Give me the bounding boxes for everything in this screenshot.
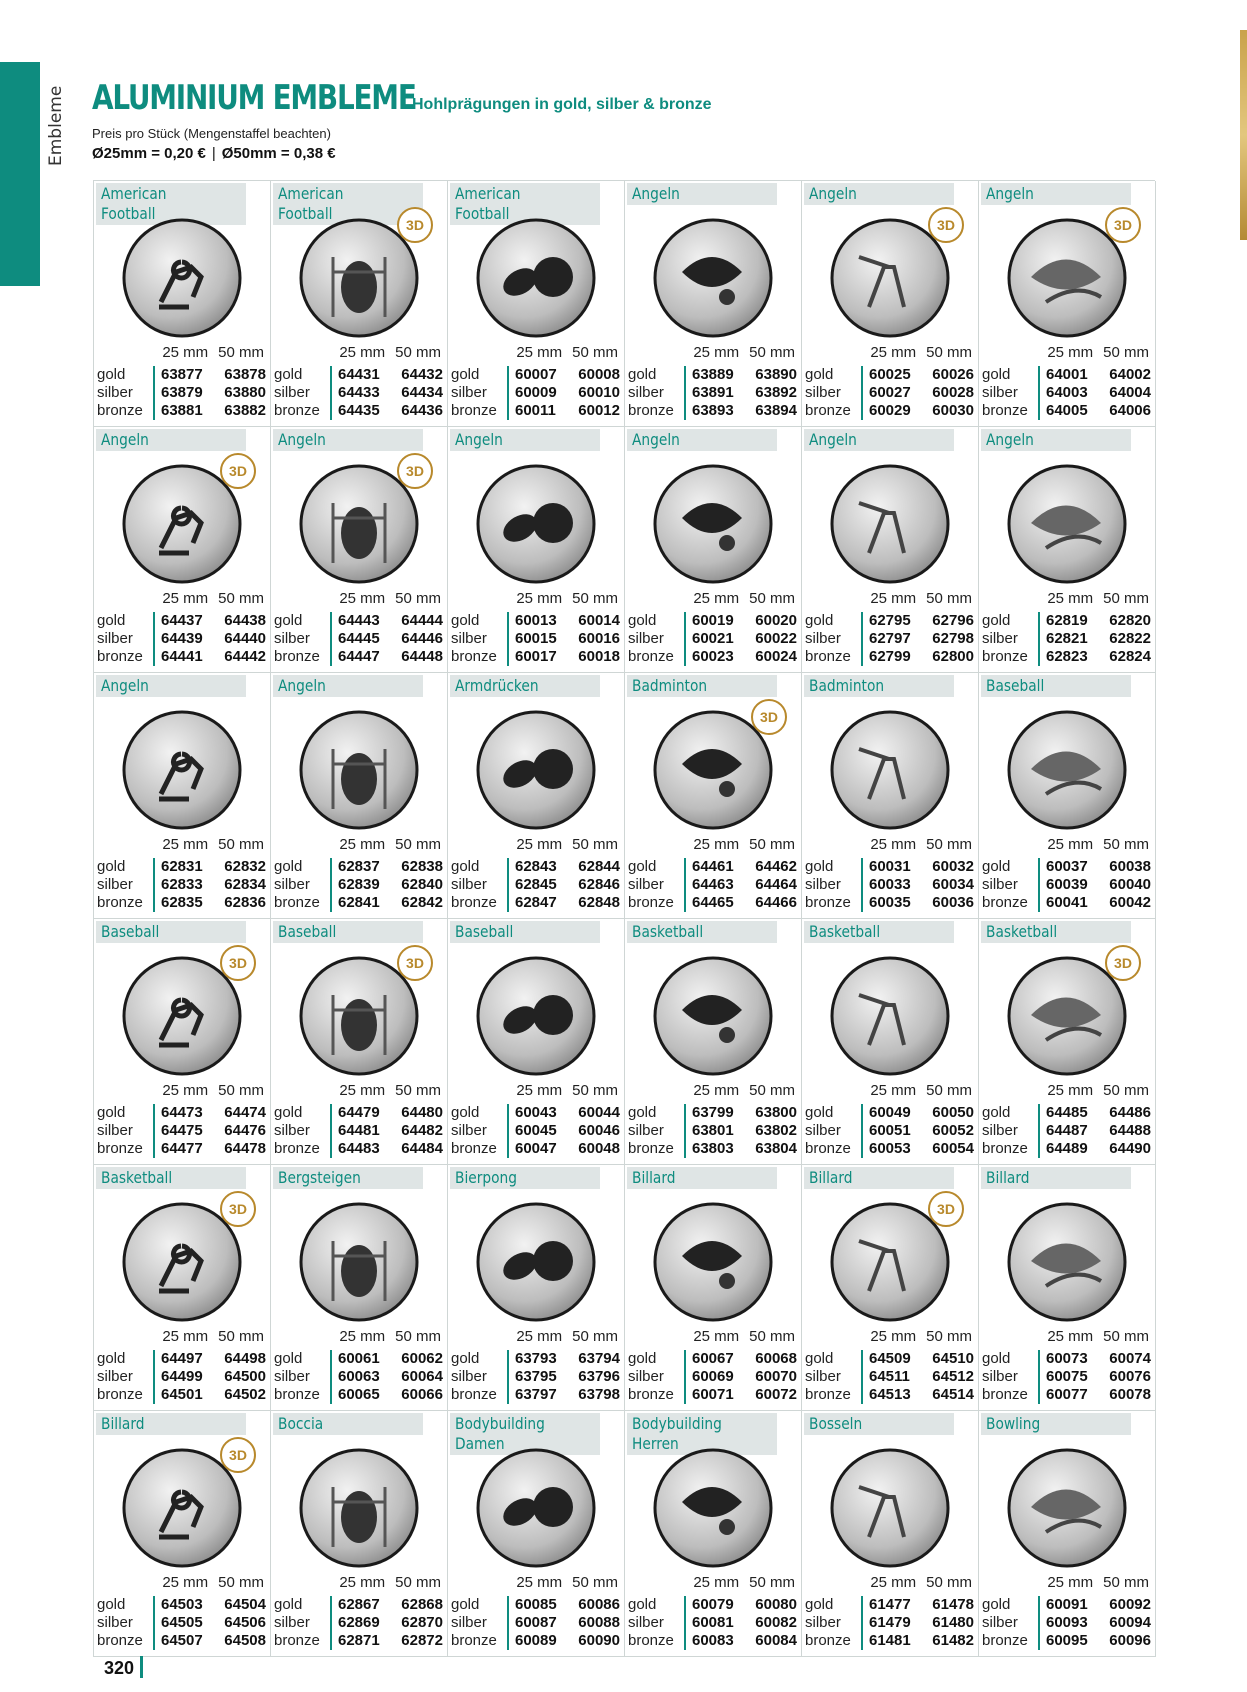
emblem-card: [94, 181, 271, 427]
emblem-card: [448, 427, 625, 673]
article-codes: [982, 366, 1151, 420]
article-numbers: 64497 64498 64499 64500 64501 64502: [153, 1350, 266, 1404]
badge-3d: 3D: [1105, 945, 1141, 981]
emblem-image: [829, 463, 951, 585]
metal-labels: gold silber bronze: [982, 1350, 1028, 1403]
emblem-image: [121, 217, 243, 339]
article-codes: [451, 858, 620, 912]
page-edge-decoration: [1240, 30, 1247, 240]
category-label: Bierpong: [450, 1167, 600, 1189]
size-header: 25 mm 50 mm: [693, 590, 795, 607]
article-codes: [97, 1596, 266, 1650]
page-footer: [104, 1656, 143, 1679]
article-codes: [274, 612, 443, 666]
size-header: 25 mm 50 mm: [870, 590, 972, 607]
emblem-image: [652, 1447, 774, 1569]
article-numbers: 64443 64444 64445 64446 64447 64448: [330, 612, 443, 666]
article-codes: [805, 1596, 974, 1650]
article-codes: [97, 1350, 266, 1404]
article-codes: [628, 366, 797, 420]
emblem-card: [625, 919, 802, 1165]
article-codes: [451, 1596, 620, 1650]
emblem-card: [94, 427, 271, 673]
category-label: Bowling: [981, 1413, 1131, 1435]
metal-labels: gold silber bronze: [274, 1350, 320, 1403]
metal-labels: gold silber bronze: [451, 1350, 497, 1403]
emblem-card: [802, 673, 979, 919]
emblem-card: [625, 427, 802, 673]
metal-labels: gold silber bronze: [97, 1104, 143, 1157]
article-numbers: 63799 63800 63801 63802 63803 63804: [684, 1104, 797, 1158]
size-header: 25 mm 50 mm: [1047, 344, 1149, 361]
article-numbers: 61477 61478 61479 61480 61481 61482: [861, 1596, 974, 1650]
article-numbers: 60031 60032 60033 60034 60035 60036: [861, 858, 974, 912]
metal-labels: gold silber bronze: [628, 612, 674, 665]
emblem-card: [802, 181, 979, 427]
category-label: Baseball: [981, 675, 1131, 697]
size-header: 25 mm 50 mm: [162, 1082, 264, 1099]
article-numbers: 64431 64432 64433 64434 64435 64436: [330, 366, 443, 420]
price-line: [92, 145, 712, 162]
badge-3d: 3D: [1105, 207, 1141, 243]
emblem-image: [652, 1201, 774, 1323]
emblem-card: [625, 1411, 802, 1657]
article-numbers: 60067 60068 60069 60070 60071 60072: [684, 1350, 797, 1404]
metal-labels: gold silber bronze: [982, 1596, 1028, 1649]
price-50mm: Ø50mm = 0,38 €: [221, 145, 336, 162]
metal-labels: gold silber bronze: [274, 858, 320, 911]
article-codes: [805, 1104, 974, 1158]
category-label: Angeln: [981, 183, 1131, 205]
category-label: Basketball: [96, 1167, 246, 1189]
article-codes: [451, 1350, 620, 1404]
article-codes: [274, 1104, 443, 1158]
article-numbers: 60025 60026 60027 60028 60029 60030: [861, 366, 974, 420]
size-header: 25 mm 50 mm: [870, 1328, 972, 1345]
emblem-card: [625, 181, 802, 427]
category-label: Badminton: [627, 675, 777, 697]
category-label: Angeln: [96, 429, 246, 451]
size-header: 25 mm 50 mm: [1047, 1574, 1149, 1591]
category-label: Angeln: [450, 429, 600, 451]
category-label: Billard: [96, 1413, 246, 1435]
metal-labels: gold silber bronze: [451, 366, 497, 419]
article-numbers: 64485 64486 64487 64488 64489 64490: [1038, 1104, 1151, 1158]
emblem-card: [979, 427, 1156, 673]
size-header: 25 mm 50 mm: [870, 1574, 972, 1591]
metal-labels: gold silber bronze: [451, 858, 497, 911]
page-header: [92, 78, 712, 162]
category-label: Angeln: [627, 429, 777, 451]
category-label: Basketball: [981, 921, 1131, 943]
emblem-card: [979, 1411, 1156, 1657]
emblem-image: [1006, 1201, 1128, 1323]
emblem-card: [271, 1411, 448, 1657]
size-header: 25 mm 50 mm: [693, 344, 795, 361]
article-numbers: 64461 64462 64463 64464 64465 64466: [684, 858, 797, 912]
size-header: 25 mm 50 mm: [339, 836, 441, 853]
size-header: 25 mm 50 mm: [339, 1574, 441, 1591]
emblem-card: [979, 673, 1156, 919]
article-codes: [274, 858, 443, 912]
metal-labels: gold silber bronze: [628, 366, 674, 419]
size-header: 25 mm 50 mm: [516, 1082, 618, 1099]
badge-3d: 3D: [397, 453, 433, 489]
article-numbers: 60061 60062 60063 60064 60065 60066: [330, 1350, 443, 1404]
category-label: Billard: [804, 1167, 954, 1189]
emblem-card: [625, 1165, 802, 1411]
emblem-card: [94, 1165, 271, 1411]
footer-bar: [140, 1656, 143, 1678]
category-label: Angeln: [273, 675, 423, 697]
price-25mm: Ø25mm = 0,20 €: [92, 145, 206, 162]
metal-labels: gold silber bronze: [274, 1596, 320, 1649]
emblem-card: [448, 1165, 625, 1411]
metal-labels: gold silber bronze: [97, 1596, 143, 1649]
emblem-image: [298, 709, 420, 831]
article-codes: [805, 858, 974, 912]
size-header: 25 mm 50 mm: [516, 344, 618, 361]
category-label: Angeln: [273, 429, 423, 451]
article-numbers: 64509 64510 64511 64512 64513 64514: [861, 1350, 974, 1404]
category-label: Badminton: [804, 675, 954, 697]
emblem-image: [1006, 463, 1128, 585]
article-codes: [97, 858, 266, 912]
category-label: Angeln: [804, 183, 954, 205]
badge-3d: 3D: [397, 207, 433, 243]
emblem-image: [475, 217, 597, 339]
article-numbers: 60091 60092 60093 60094 60095 60096: [1038, 1596, 1151, 1650]
size-header: 25 mm 50 mm: [162, 836, 264, 853]
article-codes: [274, 1596, 443, 1650]
metal-labels: gold silber bronze: [805, 858, 851, 911]
category-label: Angeln: [804, 429, 954, 451]
emblem-card: [271, 427, 448, 673]
article-numbers: 60079 60080 60081 60082 60083 60084: [684, 1596, 797, 1650]
metal-labels: gold silber bronze: [982, 858, 1028, 911]
article-numbers: 63793 63794 63795 63796 63797 63798: [507, 1350, 620, 1404]
article-codes: [274, 366, 443, 420]
price-info: Preis pro Stück (Mengenstaffel beachten): [92, 126, 331, 141]
emblem-image: [1006, 709, 1128, 831]
article-numbers: 64437 64438 64439 64440 64441 64442: [153, 612, 266, 666]
article-codes: [451, 612, 620, 666]
size-header: 25 mm 50 mm: [162, 590, 264, 607]
metal-labels: gold silber bronze: [982, 1104, 1028, 1157]
emblem-card: [802, 919, 979, 1165]
article-numbers: 60037 60038 60039 60040 60041 60042: [1038, 858, 1151, 912]
size-header: 25 mm 50 mm: [693, 1328, 795, 1345]
badge-3d: 3D: [397, 945, 433, 981]
size-header: 25 mm 50 mm: [516, 590, 618, 607]
metal-labels: gold silber bronze: [97, 612, 143, 665]
article-codes: [982, 858, 1151, 912]
metal-labels: gold silber bronze: [97, 858, 143, 911]
category-label: Billard: [981, 1167, 1131, 1189]
metal-labels: gold silber bronze: [628, 1104, 674, 1157]
metal-labels: gold silber bronze: [97, 366, 143, 419]
category-label: American Football: [273, 183, 423, 225]
category-label: Bosseln: [804, 1413, 954, 1435]
metal-labels: gold silber bronze: [628, 1350, 674, 1403]
article-codes: [97, 612, 266, 666]
emblem-card: [979, 181, 1156, 427]
article-codes: [805, 612, 974, 666]
metal-labels: gold silber bronze: [274, 612, 320, 665]
article-numbers: 62831 62832 62833 62834 62835 62836: [153, 858, 266, 912]
category-label: American Football: [96, 183, 246, 225]
article-numbers: 63889 63890 63891 63892 63893 63894: [684, 366, 797, 420]
page-number: 320: [104, 1658, 135, 1678]
article-codes: [628, 1104, 797, 1158]
category-label: American Football: [450, 183, 600, 225]
category-label: Bergsteigen: [273, 1167, 423, 1189]
metal-labels: gold silber bronze: [628, 858, 674, 911]
page-title: ALUMINIUM EMBLEME: [92, 78, 416, 118]
emblem-image: [652, 955, 774, 1077]
emblem-card: [271, 1165, 448, 1411]
emblem-image: [475, 1447, 597, 1569]
emblem-card: [271, 181, 448, 427]
section-label: Embleme: [46, 85, 66, 166]
emblem-card: [448, 181, 625, 427]
emblem-image: [475, 709, 597, 831]
size-header: 25 mm 50 mm: [1047, 836, 1149, 853]
size-header: 25 mm 50 mm: [693, 1574, 795, 1591]
size-header: 25 mm 50 mm: [516, 1328, 618, 1345]
article-numbers: 60085 60086 60087 60088 60089 60090: [507, 1596, 620, 1650]
emblem-image: [652, 217, 774, 339]
category-label: Boccia: [273, 1413, 423, 1435]
emblem-image: [829, 709, 951, 831]
category-label: Basketball: [804, 921, 954, 943]
article-numbers: 63877 63878 63879 63880 63881 63882: [153, 366, 266, 420]
emblem-image: [475, 955, 597, 1077]
article-numbers: 64473 64474 64475 64476 64477 64478: [153, 1104, 266, 1158]
category-label: Baseball: [450, 921, 600, 943]
emblem-card: [94, 673, 271, 919]
emblem-card: [802, 1411, 979, 1657]
metal-labels: gold silber bronze: [451, 1104, 497, 1157]
badge-3d: 3D: [220, 945, 256, 981]
badge-3d: 3D: [928, 207, 964, 243]
article-codes: [982, 1104, 1151, 1158]
article-numbers: 60013 60014 60015 60016 60017 60018: [507, 612, 620, 666]
emblem-grid: [93, 180, 1155, 1657]
size-header: 25 mm 50 mm: [516, 1574, 618, 1591]
metal-labels: gold silber bronze: [628, 1596, 674, 1649]
size-header: 25 mm 50 mm: [162, 344, 264, 361]
article-codes: [982, 612, 1151, 666]
article-codes: [982, 1596, 1151, 1650]
metal-labels: gold silber bronze: [982, 366, 1028, 419]
emblem-image: [298, 1201, 420, 1323]
emblem-card: [448, 1411, 625, 1657]
article-numbers: 60019 60020 60021 60022 60023 60024: [684, 612, 797, 666]
emblem-card: [625, 673, 802, 919]
emblem-card: [448, 673, 625, 919]
emblem-card: [979, 1165, 1156, 1411]
category-label: Angeln: [627, 183, 777, 205]
category-label: Basketball: [627, 921, 777, 943]
category-label: Bodybuilding Herren: [627, 1413, 777, 1455]
metal-labels: gold silber bronze: [451, 1596, 497, 1649]
size-header: 25 mm 50 mm: [870, 836, 972, 853]
price-separator: |: [211, 145, 216, 162]
size-header: 25 mm 50 mm: [339, 590, 441, 607]
size-header: 25 mm 50 mm: [870, 1082, 972, 1099]
emblem-image: [121, 709, 243, 831]
section-tab-marker: [0, 62, 40, 286]
page-subtitle: Hohlprägungen in gold, silber & bronze: [412, 96, 712, 113]
category-label: Baseball: [96, 921, 246, 943]
emblem-image: [652, 463, 774, 585]
size-header: 25 mm 50 mm: [1047, 590, 1149, 607]
size-header: 25 mm 50 mm: [516, 836, 618, 853]
article-numbers: 60007 60008 60009 60010 60011 60012: [507, 366, 620, 420]
emblem-image: [1006, 1447, 1128, 1569]
category-label: Billard: [627, 1167, 777, 1189]
metal-labels: gold silber bronze: [805, 1350, 851, 1403]
category-label: Baseball: [273, 921, 423, 943]
article-numbers: 64503 64504 64505 64506 64507 64508: [153, 1596, 266, 1650]
metal-labels: gold silber bronze: [274, 366, 320, 419]
emblem-image: [829, 1447, 951, 1569]
article-codes: [628, 612, 797, 666]
emblem-image: [475, 463, 597, 585]
metal-labels: gold silber bronze: [805, 366, 851, 419]
emblem-image: [475, 1201, 597, 1323]
emblem-card: [271, 919, 448, 1165]
metal-labels: gold silber bronze: [97, 1350, 143, 1403]
article-numbers: 60073 60074 60075 60076 60077 60078: [1038, 1350, 1151, 1404]
category-label: Armdrücken: [450, 675, 600, 697]
emblem-image: [829, 955, 951, 1077]
article-codes: [628, 858, 797, 912]
article-codes: [274, 1350, 443, 1404]
article-codes: [628, 1350, 797, 1404]
emblem-card: [94, 1411, 271, 1657]
article-numbers: 60049 60050 60051 60052 60053 60054: [861, 1104, 974, 1158]
article-numbers: 60043 60044 60045 60046 60047 60048: [507, 1104, 620, 1158]
metal-labels: gold silber bronze: [805, 612, 851, 665]
size-header: 25 mm 50 mm: [693, 1082, 795, 1099]
size-header: 25 mm 50 mm: [1047, 1082, 1149, 1099]
category-label: Angeln: [981, 429, 1131, 451]
size-header: 25 mm 50 mm: [339, 1082, 441, 1099]
article-numbers: 64479 64480 64481 64482 64483 64484: [330, 1104, 443, 1158]
metal-labels: gold silber bronze: [982, 612, 1028, 665]
badge-3d: 3D: [928, 1191, 964, 1227]
emblem-card: [802, 427, 979, 673]
article-codes: [805, 1350, 974, 1404]
metal-labels: gold silber bronze: [451, 612, 497, 665]
article-numbers: 62795 62796 62797 62798 62799 62800: [861, 612, 974, 666]
badge-3d: 3D: [220, 1191, 256, 1227]
badge-3d: 3D: [220, 1437, 256, 1473]
badge-3d: 3D: [220, 453, 256, 489]
article-codes: [805, 366, 974, 420]
article-codes: [451, 1104, 620, 1158]
article-codes: [982, 1350, 1151, 1404]
metal-labels: gold silber bronze: [805, 1596, 851, 1649]
article-numbers: 62867 62868 62869 62870 62871 62872: [330, 1596, 443, 1650]
size-header: 25 mm 50 mm: [693, 836, 795, 853]
size-header: 25 mm 50 mm: [162, 1574, 264, 1591]
article-codes: [97, 1104, 266, 1158]
article-numbers: 62837 62838 62839 62840 62841 62842: [330, 858, 443, 912]
emblem-card: [448, 919, 625, 1165]
article-codes: [97, 366, 266, 420]
article-numbers: 62843 62844 62845 62846 62847 62848: [507, 858, 620, 912]
metal-labels: gold silber bronze: [274, 1104, 320, 1157]
article-numbers: 64001 64002 64003 64004 64005 64006: [1038, 366, 1151, 420]
metal-labels: gold silber bronze: [805, 1104, 851, 1157]
emblem-card: [271, 673, 448, 919]
article-codes: [628, 1596, 797, 1650]
emblem-card: [802, 1165, 979, 1411]
badge-3d: 3D: [751, 699, 787, 735]
size-header: 25 mm 50 mm: [339, 344, 441, 361]
category-label: Angeln: [96, 675, 246, 697]
size-header: 25 mm 50 mm: [1047, 1328, 1149, 1345]
article-numbers: 62819 62820 62821 62822 62823 62824: [1038, 612, 1151, 666]
size-header: 25 mm 50 mm: [870, 344, 972, 361]
emblem-card: [979, 919, 1156, 1165]
size-header: 25 mm 50 mm: [339, 1328, 441, 1345]
size-header: 25 mm 50 mm: [162, 1328, 264, 1345]
category-label: Bodybuilding Damen: [450, 1413, 600, 1455]
article-codes: [451, 366, 620, 420]
emblem-card: [94, 919, 271, 1165]
emblem-image: [298, 1447, 420, 1569]
